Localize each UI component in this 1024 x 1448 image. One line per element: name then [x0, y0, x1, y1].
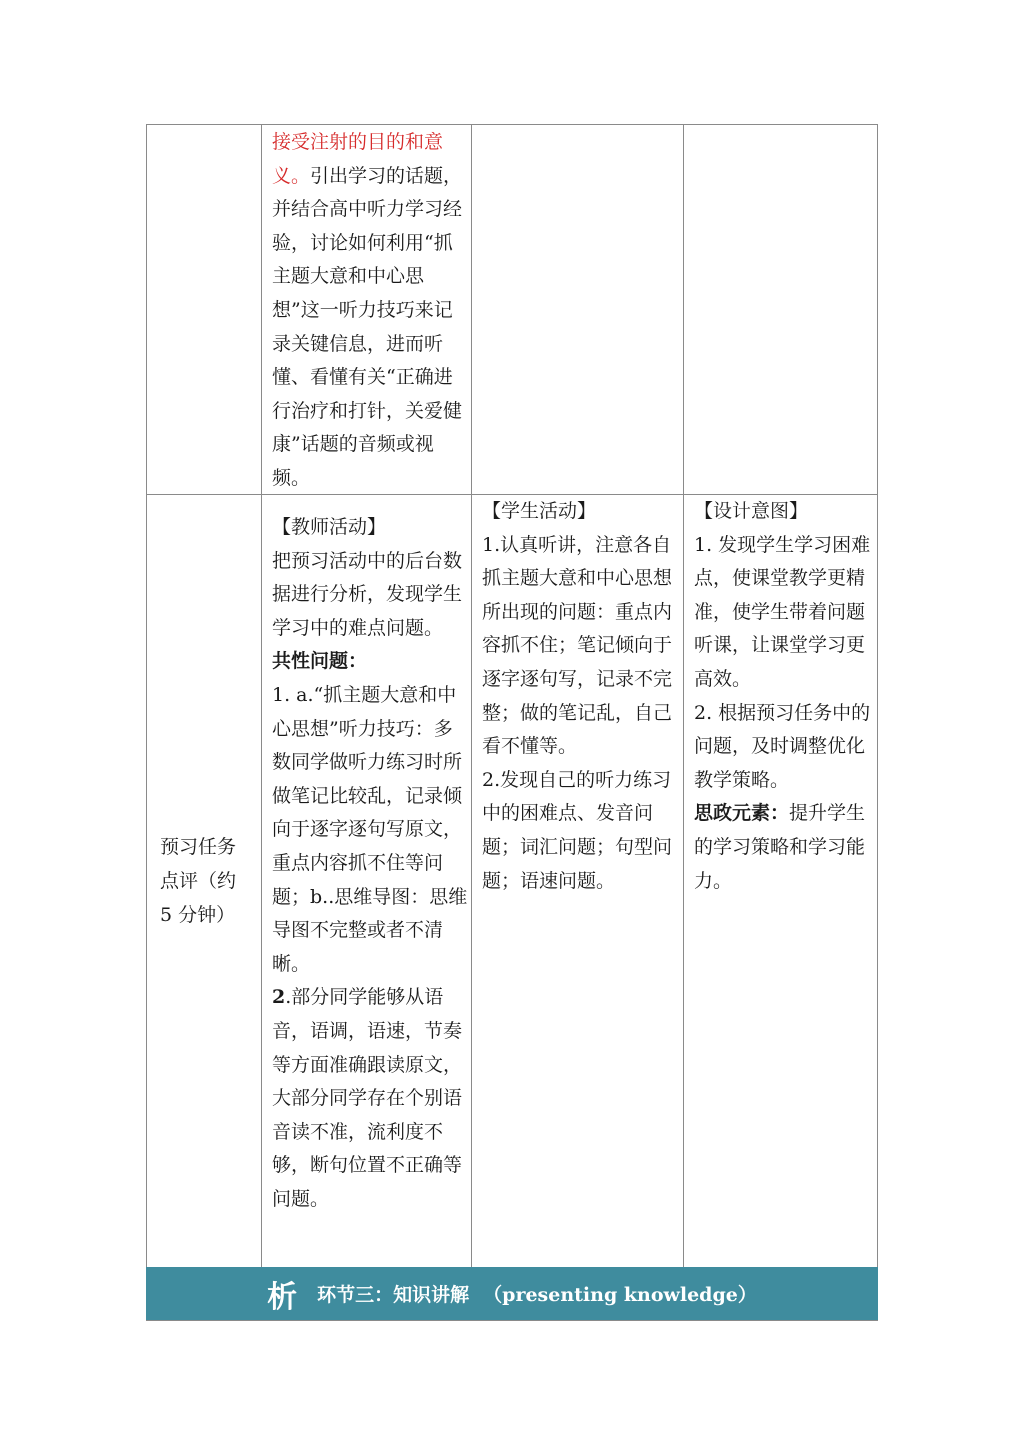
teacher-item-2-text: .部分同学能够从语音，语调，语速，节奏等方面准确跟读原文，大部分同学存在个别语音读不准，流利度不够，断句位置不正确等问题。 [272, 986, 463, 1210]
column-divider-3 [683, 124, 684, 1267]
design-intent-heading: 【设计意图】 [694, 500, 809, 522]
banner-section-title: 环节三：知识讲解 [317, 1284, 470, 1306]
teacher-activity-heading: 【教师活动】 [272, 516, 387, 538]
design-intent-cell [694, 495, 874, 898]
student-item-1: 1.认真听讲，注意各自抓主题大意和中心思想所出现的问题：重点内容抓不住；笔记倾向于逐字逐句写，记录不完整；做的笔记乱，自己看不懂等。 [482, 533, 673, 758]
table-border-right [877, 124, 878, 1320]
student-item-2: 2.发现自己的听力练习中的困难点、发音问题；词汇问题；句型问题；语速问题。 [482, 768, 673, 892]
row1-teacher-cell [272, 126, 468, 496]
table-border-left [146, 124, 147, 1320]
ideology-label: 思政元素： [694, 802, 790, 825]
column-divider-2 [471, 124, 472, 1267]
column-divider-1 [261, 124, 262, 1267]
teacher-item-1: 1. a.“抓主题大意和中心思想”听力技巧：多数同学做听力练习时所做笔记比较乱，记录倾向于逐字逐句写原文，重点内容抓不住等问题；b..思维导图：思维导图不完整或者不清晰。 [272, 683, 468, 975]
student-activity-cell [482, 495, 678, 898]
ideology-element [694, 797, 874, 898]
common-issues-label: 共性问题： [272, 650, 368, 673]
row1-text: 引出学习的话题，并结合高中听力学习经验，讨论如何利用“抓主题大意和中心思想”这一听力技巧来记录关键信息，进而听懂、看懂有关“正确进行治疗和打针，关爱健康”话题的音频或视频。 [272, 164, 463, 489]
section-banner [146, 1267, 878, 1320]
table-border-top [146, 124, 878, 125]
teacher-activity-cell [272, 511, 468, 1216]
design-item-1: 1. 发现学生学习困难点，使课堂教学更精准，使学生带着问题听课，让课堂学习更高效。 [694, 533, 871, 690]
stage-label: 预习任务点评（约 5 分钟） [160, 836, 237, 926]
design-item-2: 2. 根据预习任务中的问题，及时调整优化教学策略。 [694, 701, 871, 791]
teacher-item-2-number: 2 [272, 986, 286, 1009]
banner-character: 析 [267, 1279, 298, 1315]
table-border-bottom [146, 1320, 878, 1321]
teacher-item-2 [272, 981, 468, 1216]
teacher-activity-intro: 把预习活动中的后台数据进行分析，发现学生学习中的难点问题。 [272, 549, 463, 639]
student-activity-heading: 【学生活动】 [482, 500, 597, 522]
ideology-text: 提升学生的学习策略和学习能力。 [694, 802, 866, 892]
banner-english-title: （presenting knowledge） [483, 1284, 757, 1306]
row1-red-text: 接受注射的目的和意义。 [272, 131, 444, 187]
